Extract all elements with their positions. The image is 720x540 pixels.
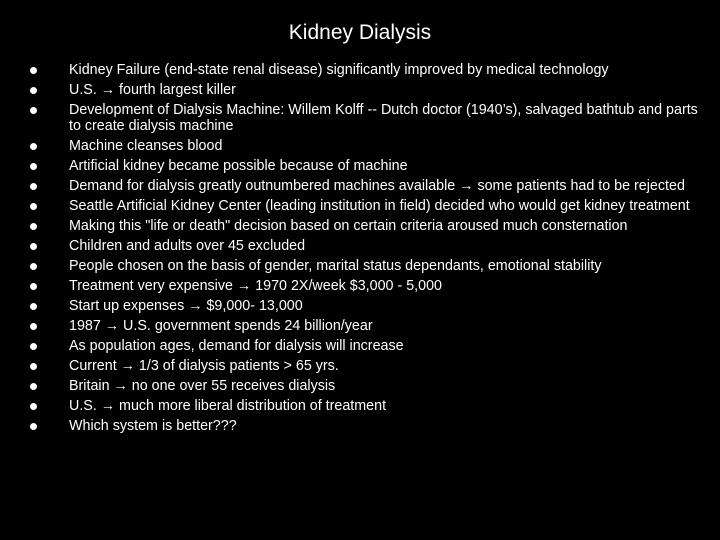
bullet-marker-icon (30, 243, 37, 250)
bullet-item (30, 238, 702, 254)
bullet-item (30, 278, 702, 294)
bullet-item (30, 102, 702, 135)
bullet-text: Artificial kidney became possible because of machine (69, 158, 408, 175)
bullet-marker-icon (30, 323, 37, 330)
bullet-marker-icon (30, 263, 37, 270)
bullet-marker-icon (30, 143, 37, 150)
bullet-text: Start up expenses → $9,000- 13,000 (69, 298, 303, 315)
bullet-item (30, 318, 702, 334)
bullet-item (30, 258, 702, 274)
bullet-marker-icon (30, 423, 37, 430)
bullet-marker-icon (30, 363, 37, 370)
bullet-text: Which system is better??? (69, 418, 237, 435)
bullet-marker-icon (30, 343, 37, 350)
bullet-text: Machine cleanses blood (69, 138, 223, 155)
bullet-marker-icon (30, 223, 37, 230)
bullet-item (30, 178, 702, 194)
bullet-marker-icon (30, 303, 37, 310)
bullet-marker-icon (30, 107, 37, 114)
bullet-marker-icon (30, 163, 37, 170)
bullet-text: As population ages, demand for dialysis will increase (69, 338, 404, 355)
bullet-item (30, 138, 702, 154)
bullet-text: Development of Dialysis Machine: Willem Kolff -- Dutch doctor (1940’s), salvaged bathtub and parts to create dialysis machine (69, 101, 698, 135)
bullet-marker-icon (30, 283, 37, 290)
bullet-item (30, 198, 702, 214)
bullet-text: Demand for dialysis greatly outnumbered machines available → some patients had to be rejected (69, 178, 685, 195)
bullet-item (30, 158, 702, 174)
bullet-text: 1987 → U.S. government spends 24 billion/year (69, 318, 373, 335)
bullet-text: Current → 1/3 of dialysis patients > 65 yrs. (69, 358, 339, 375)
bullet-text: U.S. → fourth largest killer (69, 81, 236, 98)
bullet-text: Making this "life or death" decision based on certain criteria aroused much consternation (69, 218, 628, 235)
bullet-text: U.S. → much more liberal distribution of treatment (69, 398, 387, 415)
bullet-item (30, 82, 702, 98)
bullet-text: Children and adults over 45 excluded (69, 238, 306, 255)
bullet-item (30, 378, 702, 394)
slide-title: Kidney Dialysis (288, 21, 432, 44)
bullet-marker-icon (30, 203, 37, 210)
bullet-item (30, 398, 702, 414)
bullet-text: Kidney Failure (end-state renal disease) significantly improved by medical technology (69, 62, 609, 78)
bullet-marker-icon (30, 403, 37, 410)
bullet-marker-icon (30, 67, 37, 74)
bullet-item (30, 298, 702, 314)
bullet-list (30, 62, 702, 438)
bullet-marker-icon (30, 87, 37, 94)
bullet-item (30, 418, 702, 434)
bullet-text: Treatment very expensive → 1970 2X/week $3,000 - 5,000 (69, 278, 442, 295)
bullet-marker-icon (30, 183, 37, 190)
bullet-item (30, 218, 702, 234)
bullet-text: Britain → no one over 55 receives dialysis (69, 378, 336, 395)
bullet-marker-icon (30, 383, 37, 390)
bullet-item (30, 358, 702, 374)
bullet-text: Seattle Artificial Kidney Center (leading institution in field) decided who would get kidney treatment (69, 198, 690, 215)
bullet-item (30, 338, 702, 354)
bullet-text: People chosen on the basis of gender, marital status dependants, emotional stability (69, 258, 602, 275)
bullet-item (30, 62, 702, 78)
